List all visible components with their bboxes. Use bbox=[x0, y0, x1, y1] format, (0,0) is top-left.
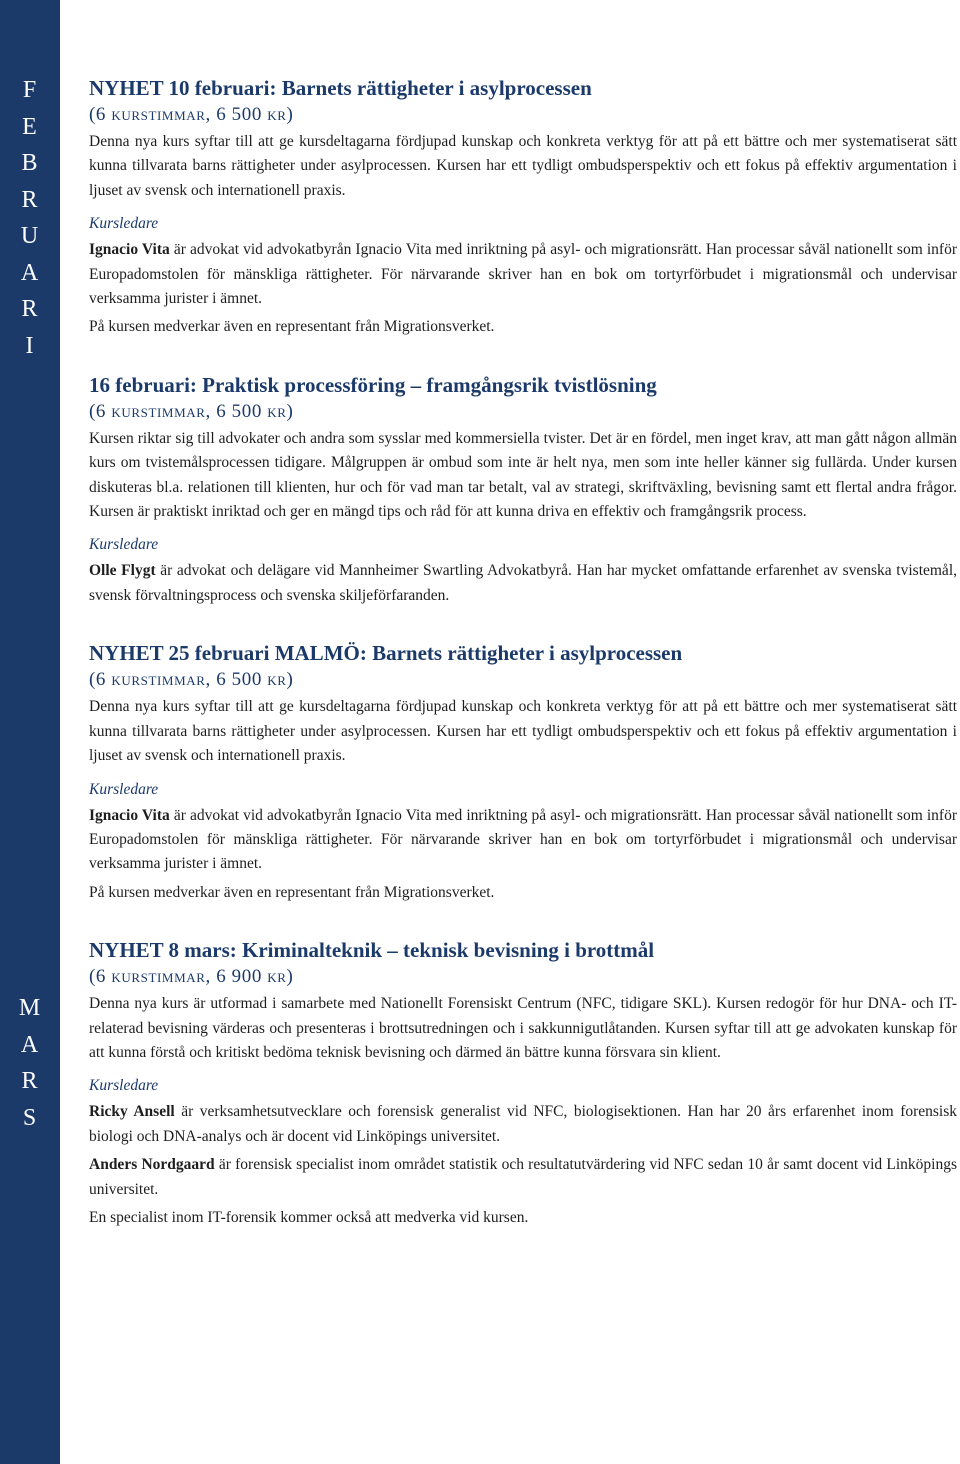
month-letter: U bbox=[20, 223, 40, 249]
month-letter: R bbox=[21, 1068, 39, 1094]
leader-bio: är verksamhetsutvecklare och forensisk generalist vid NFC, biologisektionen. Han har 20 års erfarenhet inom forensisk biologi och DNA-analys och är docent vid Linköpings universitet. bbox=[89, 1103, 958, 1145]
course-list bbox=[89, 74, 957, 1230]
course-title: 16 februari: Praktisk processföring – framgångsrik tvistlösning bbox=[89, 372, 657, 397]
course-description: Denna nya kurs syftar till att ge kursdeltagarna fördjupad kunskap och konkreta verktyg för att på ett bättre och mer systematiserat sätt kunna tillvarata barns rättigheter under asylprocessen. Kursen har ett tydligt ombudsperspektiv och ett fokus på effektiv argumentation i ljuset av svensk och internationell praxis. bbox=[89, 133, 957, 199]
leader-name: Ignacio Vita bbox=[89, 806, 170, 824]
leader-paragraph bbox=[89, 1153, 957, 1202]
month-letter: E bbox=[22, 113, 38, 140]
course-title: NYHET 10 februari: Barnets rättigheter i asylprocessen bbox=[89, 76, 592, 100]
leader-paragraph bbox=[89, 559, 957, 608]
month-letter: S bbox=[22, 1104, 38, 1131]
course-section bbox=[89, 371, 957, 608]
leader-heading: Kursledare bbox=[89, 1077, 159, 1095]
month-letter: I bbox=[25, 332, 35, 359]
course-note: På kursen medverkar även en representant från Migrationsverket. bbox=[89, 318, 495, 336]
leader-paragraph bbox=[89, 804, 957, 877]
month-letter: A bbox=[20, 1031, 40, 1058]
leader-name: Anders Nordgaard bbox=[89, 1156, 215, 1174]
course-section bbox=[89, 639, 957, 905]
course-section bbox=[89, 74, 957, 340]
leader-bio: är advokat vid advokatbyrån Ignacio Vita med inriktning på asyl- och migrationsrätt. Han processar såväl nationellt som inför Europadomstolen för mänskliga rättigheter. För närvarande skriver han en bok om tortyrförbudet i migrationsmål och undervisar verksamma jurister i ämnet. bbox=[89, 806, 957, 873]
course-price: (6 kurstimmar, 6 500 kr) bbox=[89, 669, 294, 691]
leader-paragraph bbox=[89, 1100, 957, 1149]
leader-bio: är advokat vid advokatbyrån Ignacio Vita med inriktning på asyl- och migrationsrätt. Han processar såväl nationellt som inför Europadomstolen för mänskliga rättigheter. För närvarande skriver han en bok om tortyrförbudet i migrationsmål och undervisar verksamma jurister i ämnet. bbox=[89, 241, 957, 308]
leader-bio: är advokat och delägare vid Mannheimer Swartling Advokatbyrå. Han har mycket omfattande erfarenhet av svenska tvistemål, svensk förvaltningsprocess och svenska skiljeförfaranden. bbox=[89, 562, 957, 604]
leader-heading: Kursledare bbox=[89, 780, 159, 798]
course-note: På kursen medverkar även en representant från Migrationsverket. bbox=[89, 883, 495, 901]
course-price: (6 kurstimmar, 6 500 kr) bbox=[89, 400, 294, 422]
course-title: NYHET 8 mars: Kriminalteknik – teknisk bevisning i brottmål bbox=[89, 938, 655, 963]
course-description: Denna nya kurs syftar till att ge kursdeltagarna fördjupad kunskap och konkreta verktyg för att på ett bättre och mer systematiserat sätt kunna tillvarata barns rättigheter under asylprocessen. Kursen har ett tydligt ombudsperspektiv och ett fokus på effektiv argumentation i ljuset av svensk och internationell praxis. bbox=[89, 698, 957, 765]
course-description: Denna nya kurs är utformad i samarbete med Nationellt Forensiskt Centrum (NFC, tidigare SKL). Kursen redogör för hur DNA- och IT-relaterad bevisning värderas och presenteras i brottsutredningen och i sakkunnigutlåtanden. Kursen syftar till att ge advokaten kunskap för att kunna förstå och kritiskt bedöma teknisk bevisning och därmed än bättre kunna försvara sin klient. bbox=[89, 995, 957, 1061]
course-description: Kursen riktar sig till advokater och andra som sysslar med kommersiella tvister. Det är en fördel, men inget krav, att man gått någon allmän kurs om tvistemålsprocessen tidigare. Målgruppen är ombud som inte är helt nya, men som inte heller känner sig fullärda. Under kursen diskuteras bl.a. relationen till klienten, hur och för vad man tar betalt, val av strategi, skriftväxling, bevisning samt ett flertal andra frågor. Kursen är praktiskt inriktad och ger en mängd tips och råd för att kunna driva en effektiv och framgångsrik process. bbox=[89, 429, 957, 521]
month-sidebar bbox=[0, 0, 60, 1464]
month-letter: F bbox=[22, 77, 38, 103]
month-letter: R bbox=[21, 296, 39, 322]
month-letter: R bbox=[21, 186, 39, 213]
course-section bbox=[89, 936, 957, 1230]
leader-name: Ignacio Vita bbox=[89, 241, 170, 259]
leader-name: Olle Flygt bbox=[89, 562, 156, 580]
course-note: En specialist inom IT-forensik kommer också att medverka vid kursen. bbox=[89, 1208, 529, 1226]
leader-bio: är forensisk specialist inom området statistik och resultatutvärdering vid NFC sedan 10 år samt docent vid Linköpings universitet. bbox=[89, 1156, 957, 1198]
leader-heading: Kursledare bbox=[89, 536, 159, 554]
leader-paragraph bbox=[89, 238, 957, 311]
course-title: NYHET 25 februari MALMÖ: Barnets rättigheter i asylprocessen bbox=[89, 641, 683, 666]
month-letter: A bbox=[20, 259, 40, 286]
course-price: (6 kurstimmar, 6 500 kr) bbox=[89, 104, 294, 125]
leader-name: Ricky Ansell bbox=[89, 1103, 175, 1121]
month-label-february bbox=[0, 72, 60, 364]
month-letter: B bbox=[21, 150, 39, 176]
month-letter: M bbox=[18, 995, 42, 1021]
month-label-march bbox=[0, 990, 60, 1136]
course-price: (6 kurstimmar, 6 900 kr) bbox=[89, 966, 294, 988]
leader-heading: Kursledare bbox=[89, 215, 159, 233]
